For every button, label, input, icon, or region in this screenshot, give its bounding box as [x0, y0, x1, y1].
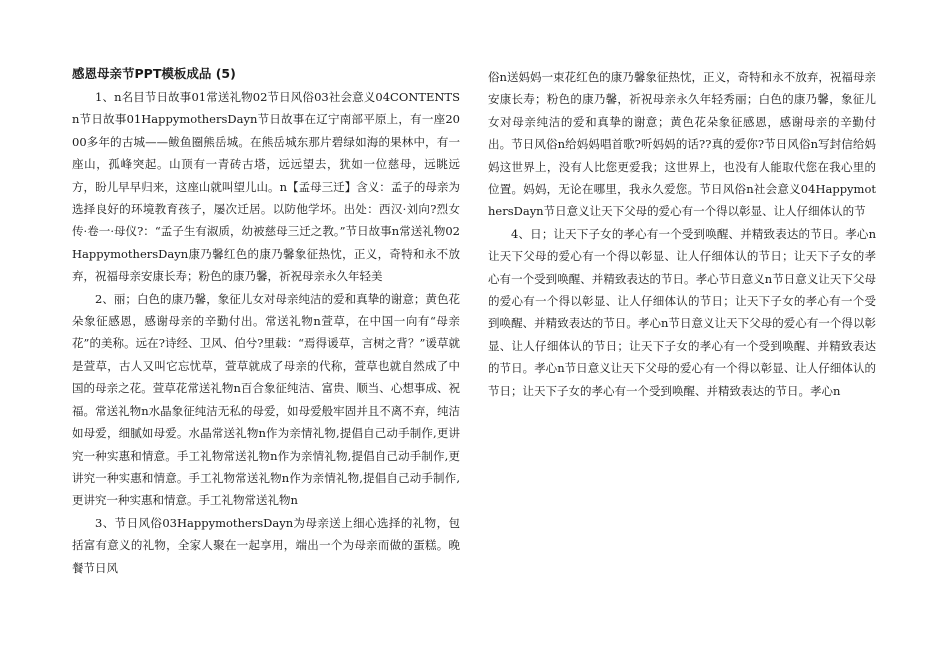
right-column — [488, 66, 876, 402]
paragraph-1: 1、n名目节日故事01常送礼物02节日风俗03社会意义04CONTENTSn节日故事01HappymothersDayn节日故事在辽宁南部平原上，有一座2000多年的古城——鲅鱼圈熊岳城。在熊岳城东那片碧绿如海的果林中，有一座山，孤峰突起。山顶有一青砖古塔，远远望去，犹如一位慈母，远眺远方，盼儿早早归来，这座山就叫望儿山。n【孟母三迁】含义：孟子的母亲为选择良好的环境教育孩子，屡次迁居。以防他学坏。出处：西汉·刘向?烈女传·卷一·母仪?：“孟子生有淑质，幼被慈母三迁之教。”节日故事n常送礼物02HappymothersDayn康乃馨红色的康乃馨象征热忱，正义，奇特和永不放弃，祝福母亲安康长寿；粉色的康乃馨，祈祝母亲永久年轻美 — [72, 90, 460, 284]
paragraph-3: 3、节日风俗03HappymothersDayn为母亲送上细心选择的礼物，包括富有意义的礼物，全家人聚在一起享用，端出一个为母亲而做的蛋糕。晚餐节日风 — [72, 515, 460, 575]
paragraph-4: 4、日；让天下子女的孝心有一个受到唤醒、并精致表达的节日。孝心n让天下父母的爱心有一个得以彰显、让人仔细体认的节日；让天下子女的孝心有一个受到唤醒、并精致表达的节日。孝心节日意义n节日意义让天下父母的爱心有一个得以彰显、让人仔细体认的节日；让天下子女的孝心有一个受到唤醒、并精致表达的节日。孝心n节日意义让天下父母的爱心有一个得以彰显、让人仔细体认的节日；让天下子女的孝心有一个受到唤醒、并精致表达的节日。孝心n节日意义让天下父母的爱心有一个得以彰显、让人仔细体认的节日；让天下子女的孝心有一个受到唤醒、并精致表达的节日。孝心n — [488, 226, 876, 398]
left-column — [72, 62, 460, 579]
paragraph-2: 2、丽；白色的康乃馨，象征儿女对母亲纯洁的爱和真挚的谢意；黄色花朵象征感恩，感谢母亲的辛勤付出。常送礼物n萱草，在中国一向有“母亲花”的美称。远在?诗经、卫风、伯兮?里载：“焉得谖草，言树之背？”谖草就是萱草，古人又叫它忘忧草，萱草就成了母亲的代称，萱草也就自然成了中国的母亲之花。萱草花常送礼物n百合象征纯洁、富贵、顺当、心想事成、祝福。常送礼物n水晶象征纯洁无私的母爱，如母爱般牢固并且不离不弃，纯洁如母爱，细腻如母爱。水晶常送礼物n作为亲情礼物,提倡自己动手制作,更讲究一种实惠和情意。手工礼物常送礼物n作为亲情礼物,提倡自己动手制作,更讲究一种实惠和情意。手工礼物常送礼物n作为亲情礼物,提倡自己动手制作,更讲究一种实惠和情意。手工礼物常送礼物n — [72, 291, 460, 508]
document-title: 感恩母亲节PPT模板成品 (5) — [72, 66, 236, 81]
paragraph-3-continued: 俗n送妈妈一束花红色的康乃馨象征热忱，正义，奇特和永不放弃，祝福母亲安康长寿；粉色的康乃馨，祈祝母亲永久年轻秀丽；白色的康乃馨，象征儿女对母亲纯洁的爱和真挚的谢意；黄色花朵象征感恩，感谢母亲的辛勤付出。节日风俗n给妈妈唱首歌?听妈妈的话??真的爱你?节日风俗n写封信给妈妈这世界上，没有人比您更爱我；这世界上，也没有人能取代您在我心里的位置。妈妈，无论在哪里，我永久爱您。节日风俗n社会意义04HappymothersDayn节日意义让天下父母的爱心有一个得以彰显、让人仔细体认的节 — [488, 70, 876, 219]
